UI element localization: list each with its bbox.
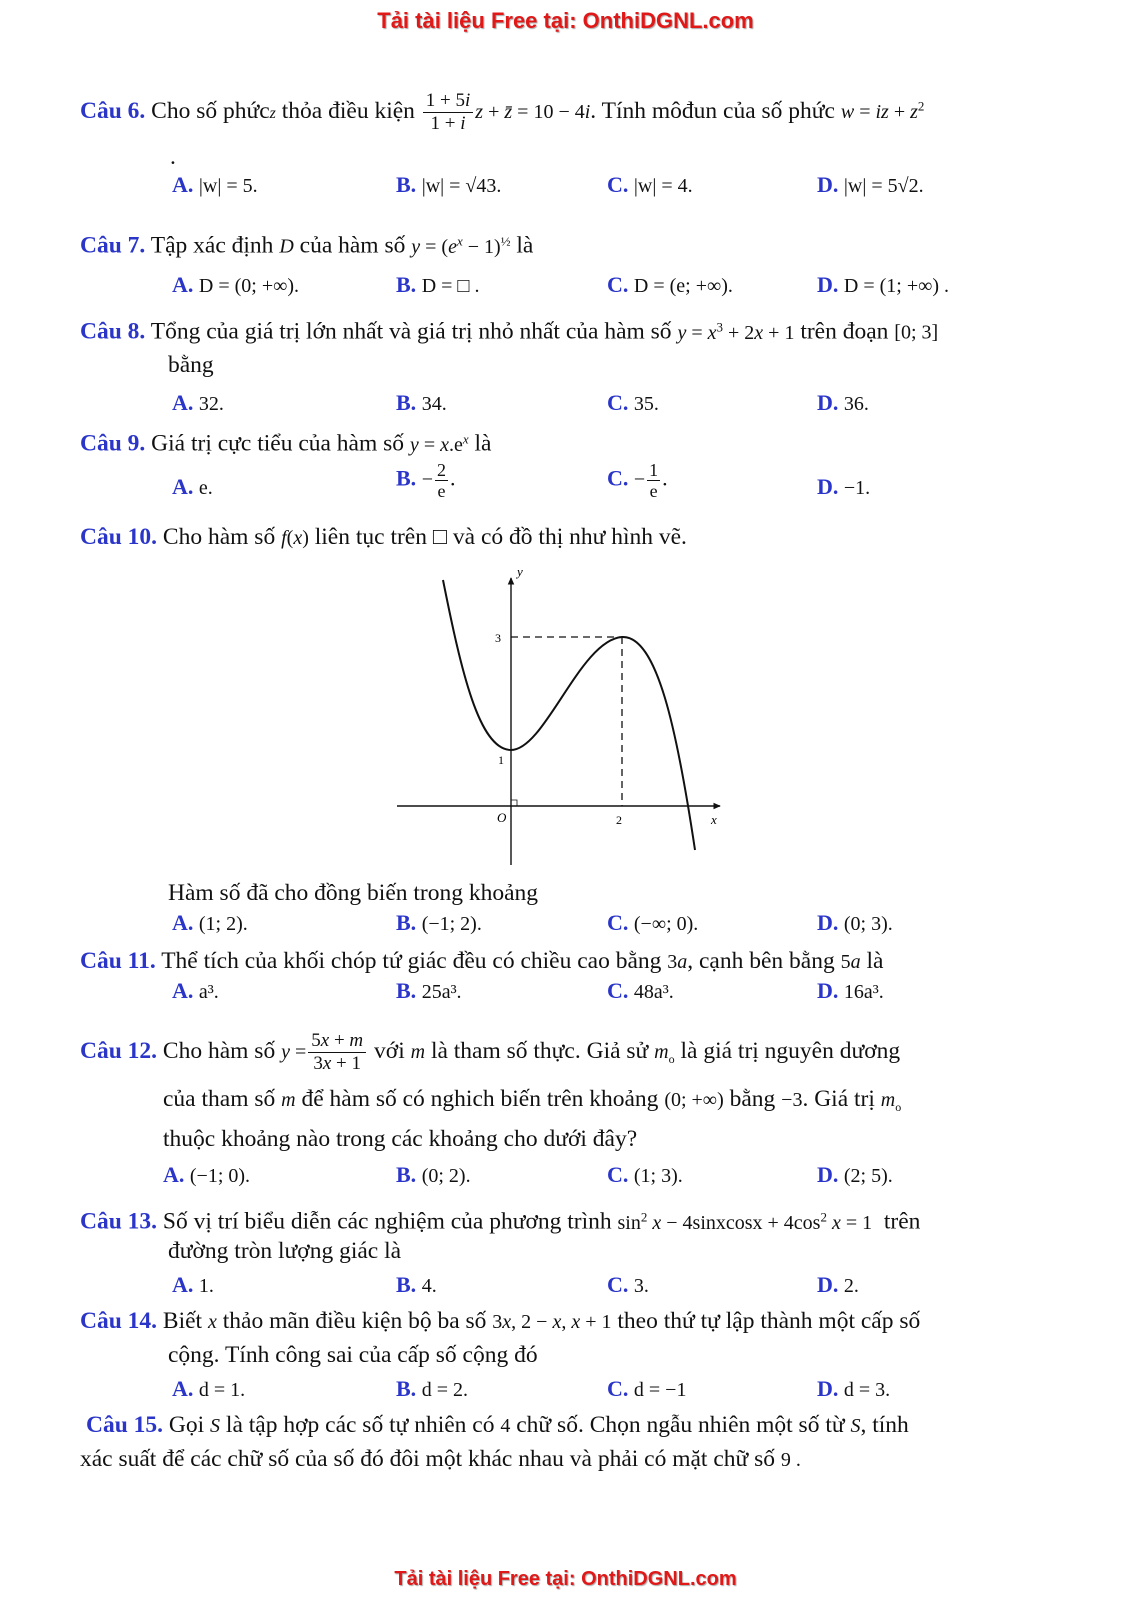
option-c[interactable]: C. (1; 3).	[607, 1162, 683, 1187]
option-d[interactable]: D. 2.	[817, 1272, 859, 1297]
option-a[interactable]: A. |w| = 5.	[172, 172, 258, 197]
question-11: Câu 11. Thể tích của khối chóp tứ giác đều có chiều cao bằng 3a, cạnh bên bằng 5a là	[80, 948, 884, 974]
question-9: Câu 9. Giá trị cực tiểu của hàm số $y = x.e^x$ là	[80, 430, 492, 457]
option-a[interactable]: A. 1.	[172, 1272, 214, 1297]
question-7: Câu 7. Tập xác định D của hàm số $y = (e^x - 1)^{\frac{1}{2}}$ là	[80, 232, 534, 259]
question-13: Câu 13. Số vị trí biểu diễn các nghiệm của phương trình $\sin^2 x$ − 4sinxcosx + $4\cos^2$ x = 1 trên	[80, 1208, 921, 1235]
option-b[interactable]: B. |w| = √43.	[396, 172, 502, 197]
option-a[interactable]: A. (−1; 0).	[163, 1162, 251, 1187]
option-a[interactable]: A. D = (0; +∞).	[172, 272, 300, 297]
option-a[interactable]: A. a³.	[172, 978, 219, 1003]
question-8: Câu 8. Tổng của giá trị lớn nhất và giá trị nhỏ nhất của hàm số $y = x^3 + 2x + 1$ trên đoạn [0; 3]	[80, 318, 939, 345]
tick-x2: 2	[616, 813, 622, 827]
question-12: Câu 12. Cho hàm số y = $\frac{5x + m}{3x + 1}$ với m là tham số thực. Giả sử $m_o$ là giá trị nguyên dương	[80, 1030, 901, 1074]
option-c[interactable]: C. 48a³.	[607, 978, 674, 1003]
option-c[interactable]: C. D = (e; +∞).	[607, 272, 733, 297]
option-a[interactable]: A. 32.	[172, 390, 224, 415]
option-d[interactable]: D. (0; 3).	[817, 910, 893, 935]
question-14: Câu 14. Biết x thảo mãn điều kiện bộ ba số 3x, 2 − x, x + 1 theo thứ tự lập thành một cấp số	[80, 1308, 921, 1334]
option-d[interactable]: D. |w| = 5√2.	[817, 172, 924, 197]
question-10: Câu 10. Cho hàm số f(x) liên tục trên □ và có đồ thị như hình vẽ.	[80, 524, 687, 550]
axis-y-label: y	[517, 564, 523, 579]
question-15: Câu 15. Gọi S là tập hợp các số tự nhiên có 4 chữ số. Chọn ngẫu nhiên một số từ S, tính	[86, 1412, 909, 1438]
option-b[interactable]: B. D = □ .	[396, 272, 480, 297]
option-b[interactable]: B. d = 2.	[396, 1376, 468, 1401]
question-number: Câu 6.	[80, 97, 146, 124]
option-a[interactable]: A. d = 1.	[172, 1376, 246, 1401]
option-c[interactable]: C. − $\frac{1}{e}$ .	[607, 460, 668, 501]
fraction: $\frac{1 + 5i}{1 + i}$	[423, 90, 474, 135]
tick-y1: 1	[498, 753, 504, 767]
option-d[interactable]: D. 16a³.	[817, 978, 884, 1003]
axis-x-label: x	[711, 812, 717, 827]
option-d[interactable]: D. 36.	[817, 390, 869, 415]
function-curve	[443, 580, 695, 850]
option-c[interactable]: C. 35.	[607, 390, 659, 415]
origin-label: O	[497, 810, 507, 825]
function-graph	[395, 560, 735, 870]
option-d[interactable]: D. D = (1; +∞) .	[817, 272, 950, 297]
option-b[interactable]: B. 4.	[396, 1272, 437, 1297]
option-b[interactable]: B. − $\frac{2}{e}$ .	[396, 460, 456, 501]
option-b[interactable]: B. 34.	[396, 390, 447, 415]
tick-y3: 3	[495, 631, 501, 645]
option-b[interactable]: B. (0; 2).	[396, 1162, 471, 1187]
option-c[interactable]: C. d = −1	[607, 1376, 687, 1401]
option-a[interactable]: A. e.	[172, 474, 213, 499]
footer-banner[interactable]: Tải tài liệu Free tại: OnthiDGNL.com	[394, 1568, 737, 1590]
header-banner[interactable]: Tải tài liệu Free tại: OnthiDGNL.com	[377, 8, 754, 33]
option-c[interactable]: C. |w| = 4.	[607, 172, 693, 197]
option-c[interactable]: C. (−∞; 0).	[607, 910, 699, 935]
option-d[interactable]: D. d = 3.	[817, 1376, 891, 1401]
option-a[interactable]: A. (1; 2).	[172, 910, 248, 935]
option-b[interactable]: B. 25a³.	[396, 978, 462, 1003]
option-d[interactable]: D. −1.	[817, 474, 871, 499]
option-d[interactable]: D. (2; 5).	[817, 1162, 893, 1187]
option-c[interactable]: C. 3.	[607, 1272, 649, 1297]
question-6: Câu 6. Cho số phứcz thỏa điều kiện $\frac{1 + 5i}{1 + i}$ z + z̄ = 10 − 4i. Tính môđun của số phức w = iz + $z^2$	[80, 90, 925, 134]
option-b[interactable]: B. (−1; 2).	[396, 910, 482, 935]
